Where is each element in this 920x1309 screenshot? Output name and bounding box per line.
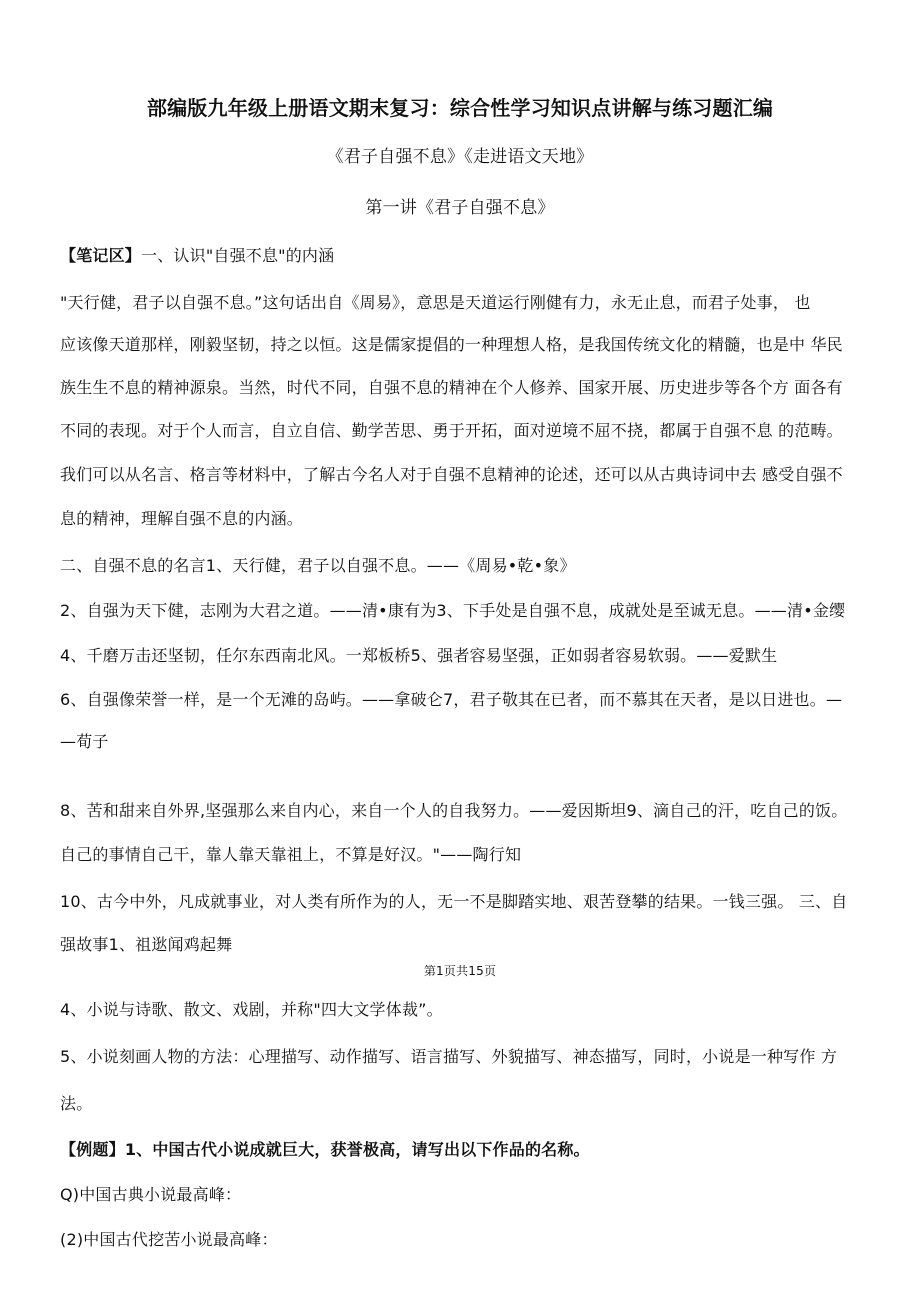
quote-line: 10、古今中外，凡成就事业，对人类有所作为的人，无一不是脚踏实地、艰苦登攀的结果。一钱三强。 三、自 [60, 892, 848, 911]
notes-heading: 一、认识"自强不息"的内涵 [141, 246, 335, 265]
quote-line: 自己的事情自己干，靠人靠天靠祖上，不算是好汉。"——陶行知 [60, 845, 522, 864]
notes-label: 【笔记区】 [60, 246, 142, 265]
paragraph-line: 族生生不息的精神源泉。当然，时代不同，自强不息的精神在个人修养、国家开展、历史进步等各个方 面各有 [60, 378, 843, 397]
quote-line: 2、自强为天下健，志刚为大君之道。——清•康有为3、下手处是自强不息，成就处是至诚无息。——清•金缨 [60, 601, 846, 620]
quote-line: 4、千磨万击还坚韧，任尔东西南北风。一郑板桥5、强者容易坚强，正如弱者容易软弱。——爱默生 [60, 646, 778, 665]
question-line: Q)中国古典小说最高峰： [60, 1185, 242, 1204]
doc-subtitle: 《君子自强不息》《走进语文天地》 [326, 147, 594, 167]
quote-line: 6、自强像荣誉一样，是一个无滩的岛屿。——拿破仑7，君子敬其在已者，而不慕其在天者，是以日进也。— [60, 690, 843, 709]
notes-heading-line [60, 245, 880, 267]
paragraph-line: 应该像天道那样，刚毅坚韧，持之以恒。这是儒家提倡的一种理想人格，是我国传统文化的精髓，也是中 华民 [60, 335, 843, 354]
question-line: (2)中国古代挖苦小说最高峰： [60, 1230, 278, 1249]
text-line: 法。 [60, 1094, 93, 1113]
example-label: 【例题】 [60, 1140, 125, 1159]
quote-line: 8、苦和甜来自外界,坚强那么来自内心，来自一个人的自我努力。——爱因斯坦9、滴自己的汗，吃自己的饭。 [60, 801, 848, 820]
page-footer: 第1页共15页 [423, 964, 497, 978]
paragraph-line: 息的精神，理解自强不息的内涵。 [60, 509, 304, 528]
example-line [60, 1139, 880, 1161]
quote-line: 强故事1、祖逖闻鸡起舞 [60, 935, 233, 954]
doc-title: 部编版九年级上册语文期末复习：综合性学习知识点讲解与练习题汇编 [146, 96, 774, 120]
paragraph-line: 不同的表现。对于个人而言，自立自信、勤学苦思、勇于开拓，面对逆境不屈不挠，都属于自强不息 的范畴。 [60, 421, 843, 440]
example-text: 1、中国古代小说成就巨大，获誉极高，请写出以下作品的名称。 [124, 1140, 590, 1159]
quote-line: —荀子 [60, 732, 109, 751]
paragraph-line: "天行健，君子以自强不息。”这句话出自《周易》，意思是天道运行刚健有力，永无止息，而君子处事， 也 [60, 293, 811, 312]
text-line: 5、小说刻画人物的方法：心理描写、动作描写、语言描写、外貌描写、神态描写，同时，小说是一种写作 方 [60, 1047, 838, 1066]
paragraph-line: 我们可以从名言、格言等材料中，了解古今名人对于自强不息精神的论述，还可以从古典诗词中去 感受自强不 [60, 465, 843, 484]
quote-line: 二、自强不息的名言1、天行健，君子以自强不息。——《周易•乾•象》 [60, 556, 576, 575]
lecture-title: 第一讲《君子自强不息》 [365, 198, 555, 218]
text-line: 4、小说与诗歌、散文、戏剧，并称"四大文学体裁”。 [60, 1000, 443, 1019]
